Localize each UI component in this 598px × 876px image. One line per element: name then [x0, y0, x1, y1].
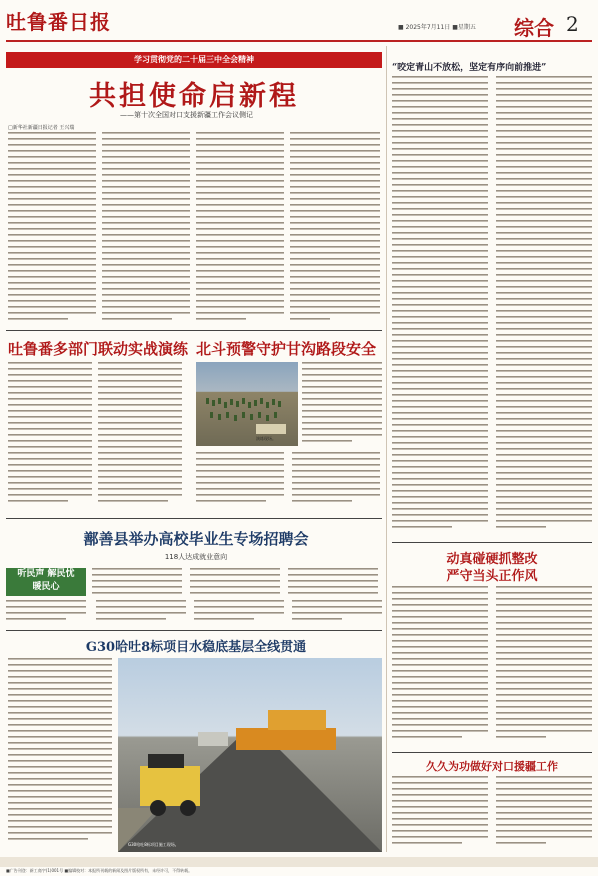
story-drill-text-lines	[8, 362, 184, 512]
right-top-body	[392, 76, 592, 536]
right-separator	[392, 752, 592, 753]
story-rectify-body	[392, 586, 592, 746]
lead-subtitle: ——第十次全国对口支援新疆工作会议侧记	[120, 111, 253, 119]
newspaper-logo: 吐鲁番日报	[6, 10, 111, 34]
right-top-text-lines	[392, 76, 592, 536]
story-job-fair-text-lines	[6, 600, 384, 624]
story-job-fair-body	[6, 600, 384, 624]
column-badge-line2: 暖民心	[32, 582, 60, 592]
story-job-fair-upper-body	[92, 568, 382, 598]
story-beidou-side-text-lines	[302, 362, 382, 446]
section-separator	[6, 330, 382, 331]
column-divider	[386, 46, 387, 852]
story-drill-body	[8, 362, 184, 512]
masthead-rule	[6, 40, 592, 42]
story-g30-text-lines	[8, 658, 114, 852]
story-rectify-text-lines	[392, 586, 592, 746]
story-aid-body	[392, 776, 592, 852]
story-drill-headline: 吐鲁番多部门联动实战演练	[8, 340, 189, 358]
lead-body	[8, 132, 382, 322]
drill-photo-scene	[196, 362, 298, 446]
page-number: 2	[566, 12, 579, 36]
theme-banner-text: 学习贯彻党的二十届三中全会精神	[134, 55, 254, 64]
story-beidou-text-lines	[196, 452, 382, 512]
story-beidou-headline: 北斗预警守护甘沟路段安全	[196, 340, 377, 358]
right-top-headline: “咬定青山不放松，坚定有序向前推进”	[392, 63, 547, 73]
story-rectify-headline: 动真碰硬抓整改	[446, 552, 538, 567]
section-separator	[6, 630, 382, 631]
footer-text: ■广告刊登：新工商字(1)001号 ■编辑校对：本报所刊载的新闻及图片版权所有，未经许可，不得转载。	[6, 868, 193, 873]
section-separator	[6, 518, 382, 519]
road-construction-scene	[118, 658, 382, 852]
story-g30-body	[8, 658, 114, 852]
drill-photo-caption: 演练现场。	[256, 436, 276, 441]
road-construction-photo	[118, 658, 382, 852]
lead-byline: □新华社新疆日报记者 王兴瑞	[8, 125, 75, 131]
page-footer	[0, 857, 598, 873]
lead-headline: 共担使命启新程	[89, 81, 299, 112]
story-beidou-side-body	[302, 362, 382, 446]
section-name: 综合	[514, 16, 554, 40]
issue-date: ■ 2025年7月11日 ■星期五	[398, 24, 476, 31]
road-photo-caption: G30哈吐8标项目施工现场。	[128, 842, 179, 847]
right-separator	[392, 542, 592, 543]
drill-photo	[196, 362, 298, 446]
lead-body-text-lines	[8, 132, 382, 322]
column-badge	[6, 568, 86, 596]
theme-banner	[6, 52, 382, 68]
story-g30-headline: G30哈吐8标项目水稳底基层全线贯通	[85, 640, 307, 655]
story-aid-text-lines	[392, 776, 592, 852]
story-beidou-body	[196, 452, 382, 512]
story-job-fair-upper-text-lines	[92, 568, 382, 598]
story-job-fair-headline: 鄯善县举办高校毕业生专场招聘会	[83, 530, 309, 548]
story-job-fair-subtitle: 118人达成就业意向	[164, 553, 228, 561]
story-aid-headline: 久久为功做好对口援疆工作	[426, 760, 558, 773]
story-rectify-headline-2: 严守当头正作风	[446, 569, 538, 584]
column-badge-line1: 听民声 解民忧	[17, 569, 75, 579]
